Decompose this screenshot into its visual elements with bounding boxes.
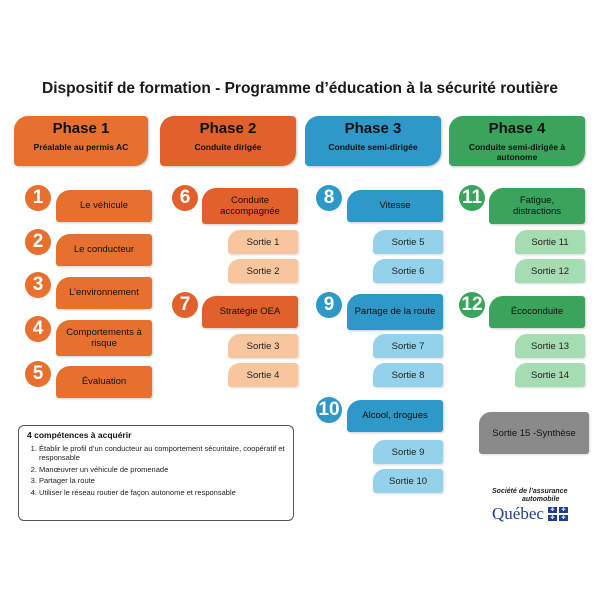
competence-item: 1. Établir le profil d’un conducteur au comportement sécuritaire, coopératif et responsable (39, 444, 285, 463)
step-9-number: 9 (316, 292, 342, 318)
step-3-number: 3 (25, 272, 51, 298)
outing-12: Sortie 12 (515, 259, 585, 283)
outing-6: Sortie 6 (373, 259, 443, 283)
outing-3: Sortie 3 (228, 334, 298, 358)
phase-3-header (305, 116, 441, 166)
step-6-box: Conduite accompagnée (202, 188, 298, 224)
outing-9: Sortie 9 (373, 440, 443, 464)
step-4-box: Comportements à risque (56, 320, 152, 356)
step-12-box: Écoconduite (489, 296, 585, 328)
step-8-number: 8 (316, 185, 342, 211)
step-1-number: 1 (25, 185, 51, 211)
outing-2: Sortie 2 (228, 259, 298, 283)
phase-4-title: Phase 4 (488, 120, 546, 137)
competences-box (18, 425, 294, 521)
phase-4-header (449, 116, 585, 166)
step-11-box: Fatigue, distractions (489, 188, 585, 224)
step-12-number: 12 (459, 292, 485, 318)
outing-4: Sortie 4 (228, 363, 298, 387)
step-11-number: 11 (459, 185, 485, 211)
outing-15-synthesis: Sortie 15 -Synthèse (479, 412, 589, 454)
phase-1-title: Phase 1 (52, 120, 110, 137)
logo-quebec-wordmark: Québec (492, 504, 544, 524)
step-3-box: L’environnement (56, 277, 152, 309)
step-7-number: 7 (172, 292, 198, 318)
outing-5: Sortie 5 (373, 230, 443, 254)
phase-1-subtitle: Préalable au permis AC (33, 142, 129, 152)
fleur-de-lis-flag-icon: ✤ ✤ ✤ ✤ (548, 507, 568, 521)
step-7-box: Stratégie OEA (202, 296, 298, 328)
logo-org-line1: Société de l’assurance (492, 488, 568, 495)
logo-org-line2: automobile (522, 495, 560, 503)
competence-item: 3. Partager la route (39, 476, 285, 485)
step-10-number: 10 (316, 397, 342, 423)
competence-item: 2. Manœuvrer un véhicule de promenade (39, 465, 285, 474)
step-4-number: 4 (25, 316, 51, 342)
step-2-number: 2 (25, 229, 51, 255)
step-5-box: Évaluation (56, 366, 152, 398)
outing-7: Sortie 7 (373, 334, 443, 358)
phase-2-header (160, 116, 296, 166)
step-6-number: 6 (172, 185, 198, 211)
outing-8: Sortie 8 (373, 363, 443, 387)
competences-heading: 4 compétences à acquérir (27, 430, 132, 440)
outing-14: Sortie 14 (515, 363, 585, 387)
outing-13: Sortie 13 (515, 334, 585, 358)
phase-1-header (14, 116, 148, 166)
outing-11: Sortie 11 (515, 230, 585, 254)
saaq-logo (492, 488, 592, 524)
competences-list (27, 444, 285, 497)
step-8-box: Vitesse (347, 190, 443, 222)
outing-1: Sortie 1 (228, 230, 298, 254)
step-1-box: Le véhicule (56, 190, 152, 222)
phase-4-subtitle: Conduite semi-dirigée à autonome (468, 142, 566, 162)
phase-2-title: Phase 2 (199, 120, 257, 137)
page-title: Dispositif de formation - Programme d’éducation à la sécurité routière (42, 80, 558, 97)
step-2-box: Le conducteur (56, 234, 152, 266)
competence-item: 4. Utiliser le réseau routier de façon autonome et responsable (39, 488, 285, 497)
phase-2-subtitle: Conduite dirigée (194, 142, 262, 152)
phase-3-title: Phase 3 (344, 120, 402, 137)
outing-10: Sortie 10 (373, 469, 443, 493)
step-5-number: 5 (25, 361, 51, 387)
step-9-box: Partage de la route (347, 294, 443, 330)
step-10-box: Alcool, drogues (347, 400, 443, 432)
phase-3-subtitle: Conduite semi-dirigée (328, 142, 418, 152)
